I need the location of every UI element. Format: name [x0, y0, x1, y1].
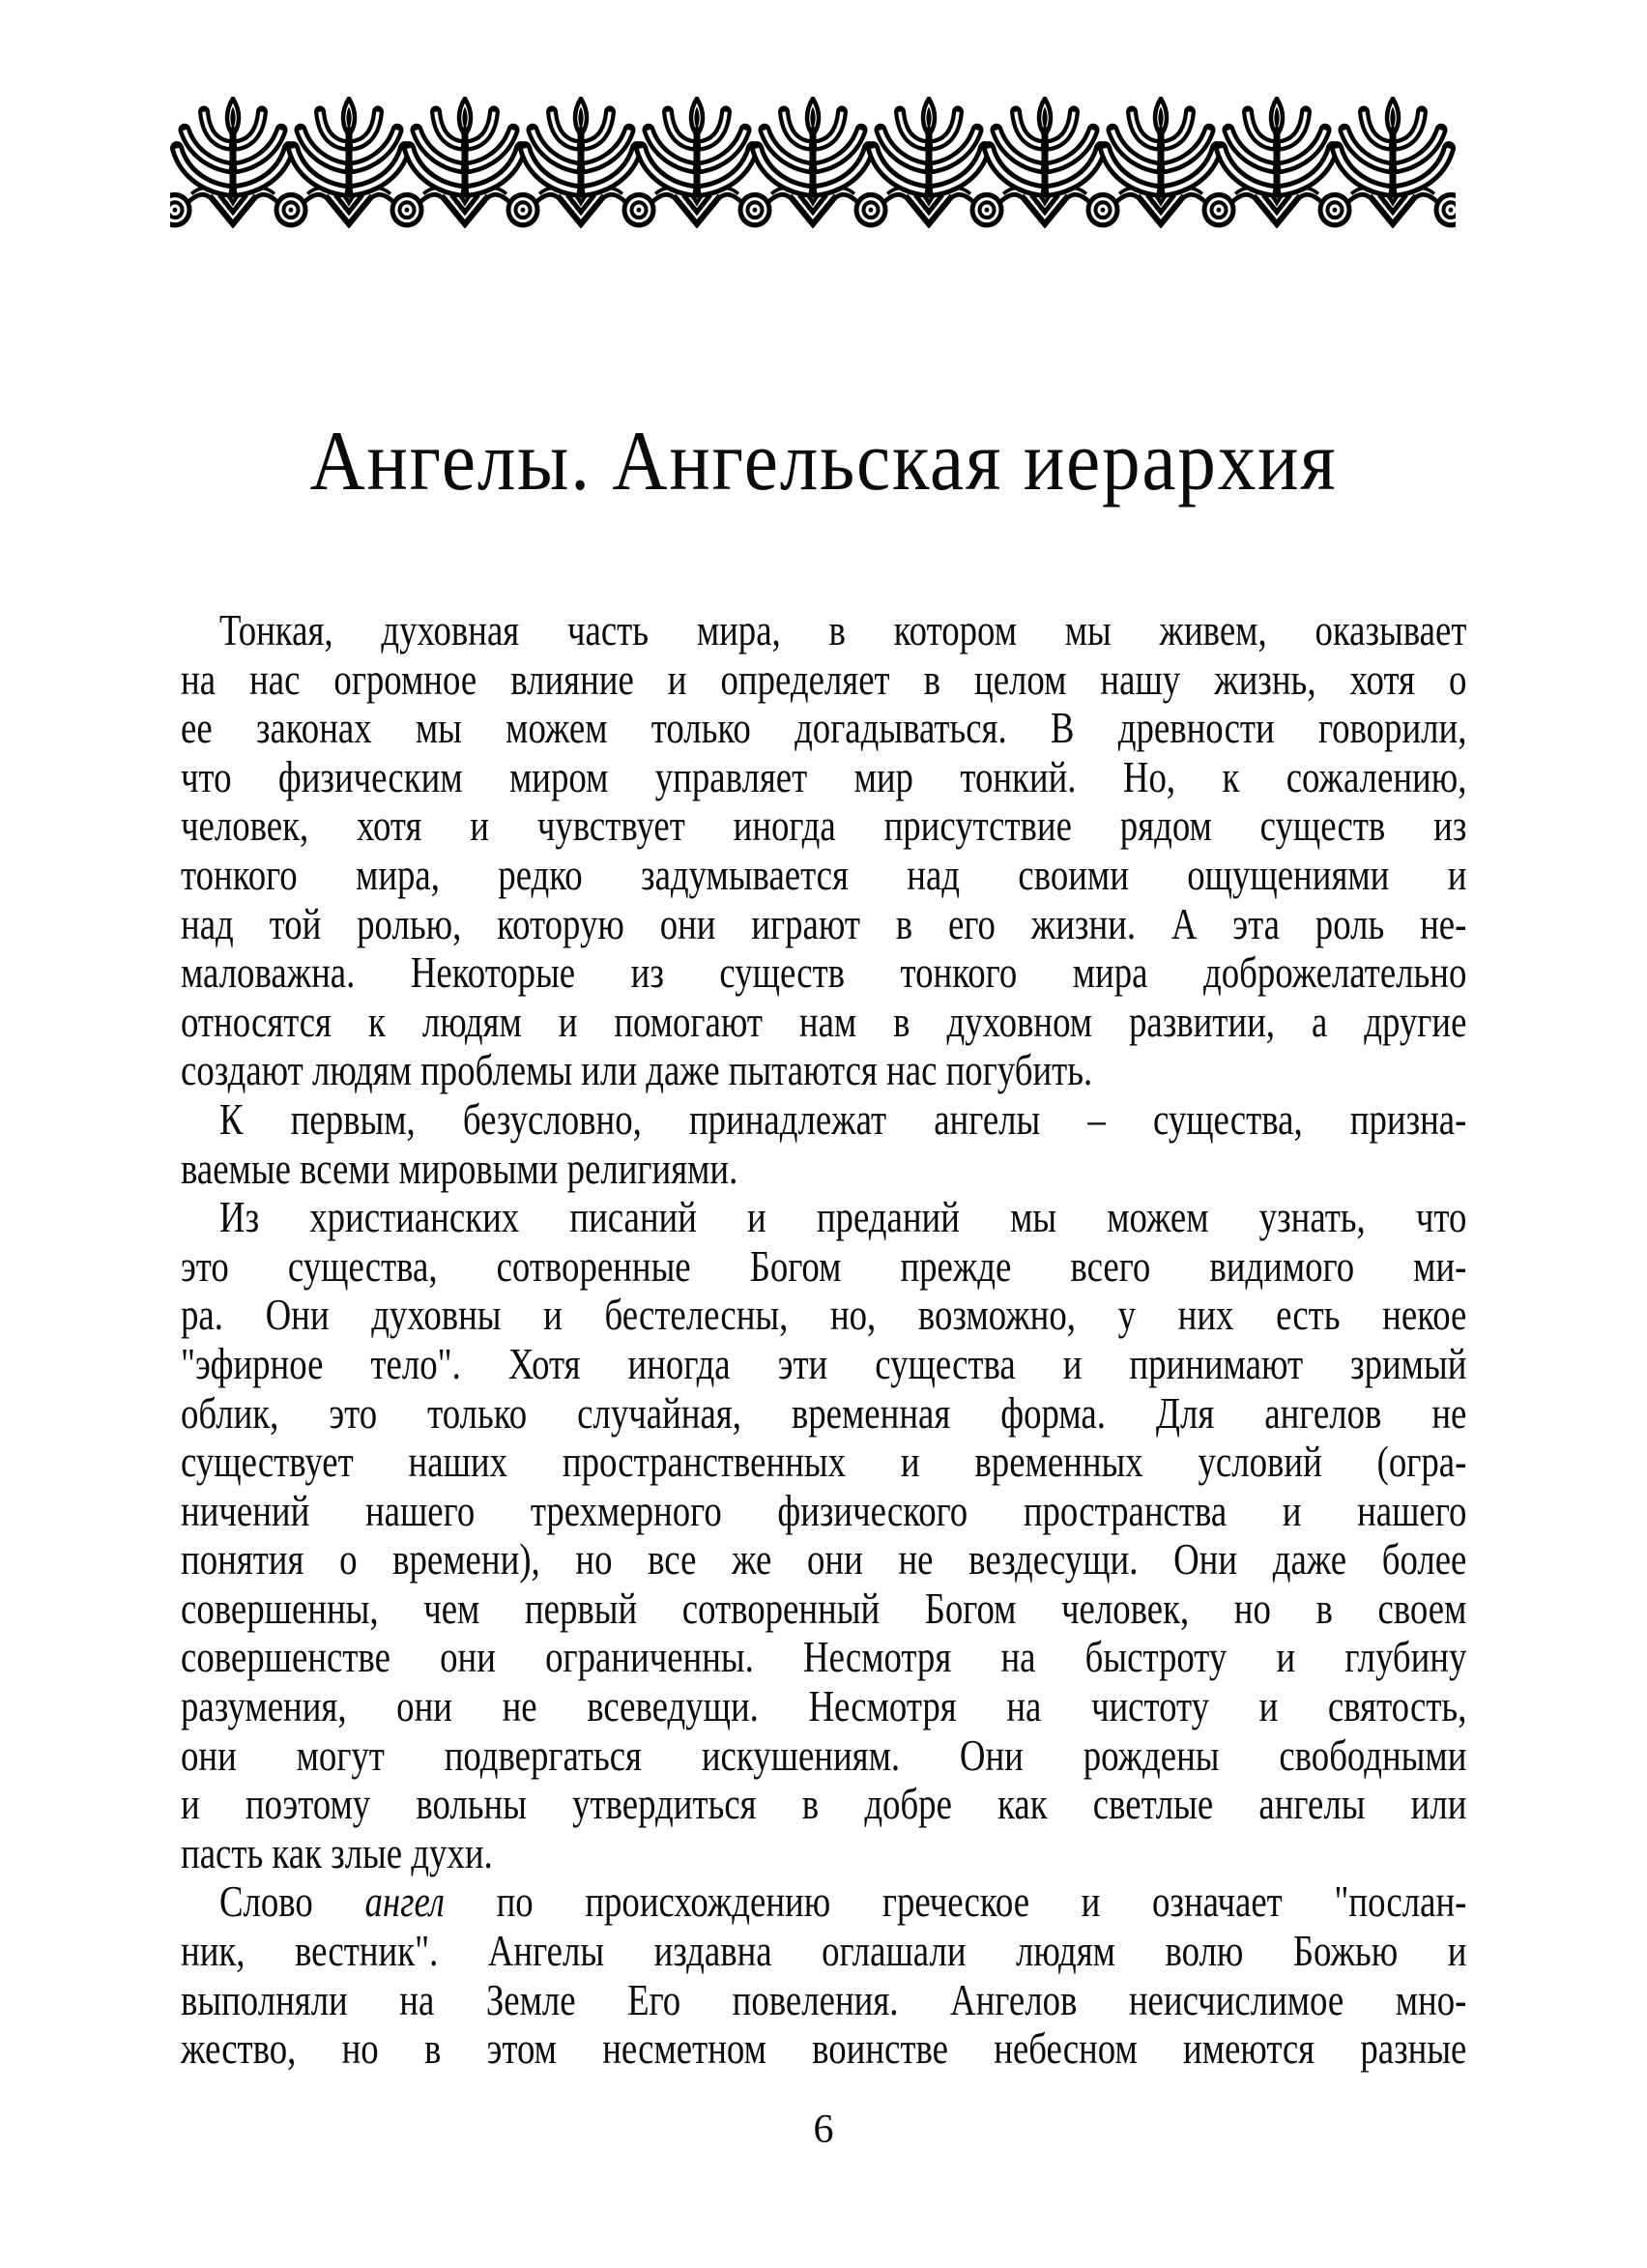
- page-number: 6: [813, 2108, 834, 2152]
- text-line: и поэтому вольны утвердиться в добре как светлые ангелы или: [181, 1779, 1467, 1829]
- text-line: они могут подвергаться искушениям. Они рождены свободными: [181, 1730, 1467, 1780]
- text-line: создают людям проблемы или даже пытаются нас погубить.: [181, 1045, 1093, 1095]
- ornamental-frieze: [170, 97, 1456, 228]
- text-line: Тонкая, духовная часть мира, в котором мы живем, оказывает: [219, 605, 1467, 654]
- text-line: пасть как злые духи.: [181, 1827, 493, 1877]
- text-line: относятся к людям и помогают нам в духовном развитии, а другие: [181, 996, 1467, 1046]
- text-line: выполняли на Земле Его повеления. Ангелов неисчислимое мно-: [181, 1974, 1467, 2024]
- text-line: маловажна. Некоторые из существ тонкого мира доброжелательно: [181, 947, 1467, 998]
- text-line: ее законах мы можем только догадываться. В древности говорили,: [181, 703, 1467, 753]
- text-line: жество, но в этом несметном воинстве небесном имеются разные: [181, 2023, 1467, 2074]
- text-line: над той ролью, которую они играют в его жизни. А эта роль не-: [181, 898, 1467, 948]
- text-line: совершенны, чем первый сотворенный Богом человек, но в своем: [181, 1583, 1467, 1633]
- italic-term: ангел: [364, 1876, 445, 1927]
- text-line: К первым, безусловно, принадлежат ангелы – существа, призна-: [219, 1093, 1467, 1144]
- text-line: ваемые всеми мировыми религиями.: [181, 1143, 738, 1193]
- chapter-title: Ангелы. Ангельская иерархия: [309, 415, 1338, 509]
- text-line: человек, хотя и чувствует иногда присутствие рядом существ из: [181, 800, 1467, 851]
- text-line: Из христианских писаний и преданий мы можем узнать, что: [219, 1192, 1467, 1242]
- body-text: [181, 606, 1466, 2074]
- text-line: совершенстве они ограниченны. Несмотря на быстроту и глубину: [181, 1632, 1467, 1682]
- text-line: тонкого мира, редко задумывается над своими ощущениями и: [181, 849, 1467, 899]
- text-line: на нас огромное влияние и определяет в целом нашу жизнь, хотя о: [181, 654, 1467, 704]
- text-line: разумения, они не всеведущи. Несмотря на чистоту и святость,: [181, 1681, 1467, 1731]
- text-line: ра. Они духовны и бестелесны, но, возможно, у них есть некое: [181, 1290, 1467, 1340]
- text-line: ник, вестник". Ангелы издавна оглашали людям волю Божью и: [181, 1926, 1467, 1976]
- text-line: что физическим миром управляет мир тонкий. Но, к сожалению,: [181, 751, 1467, 801]
- text-line: облик, это только случайная, временная форма. Для ангелов не: [181, 1387, 1467, 1438]
- text-line: существует наших пространственных и временных условий (огра-: [181, 1437, 1467, 1487]
- text-segment: Слово: [219, 1876, 365, 1927]
- text-line: это существа, сотворенные Богом прежде всего видимого ми-: [181, 1240, 1467, 1291]
- text-line: "эфирное тело". Хотя иногда эти существа и принимают зримый: [181, 1338, 1467, 1388]
- text-line: ничений нашего трехмерного физического пространства и нашего: [181, 1485, 1467, 1535]
- text-segment: по происхождению греческое и означает "послан-: [444, 1876, 1467, 1927]
- text-line: понятия о времени), но все же они не вездесущи. Они даже более: [181, 1534, 1467, 1585]
- text-line: [181, 1877, 1466, 1927]
